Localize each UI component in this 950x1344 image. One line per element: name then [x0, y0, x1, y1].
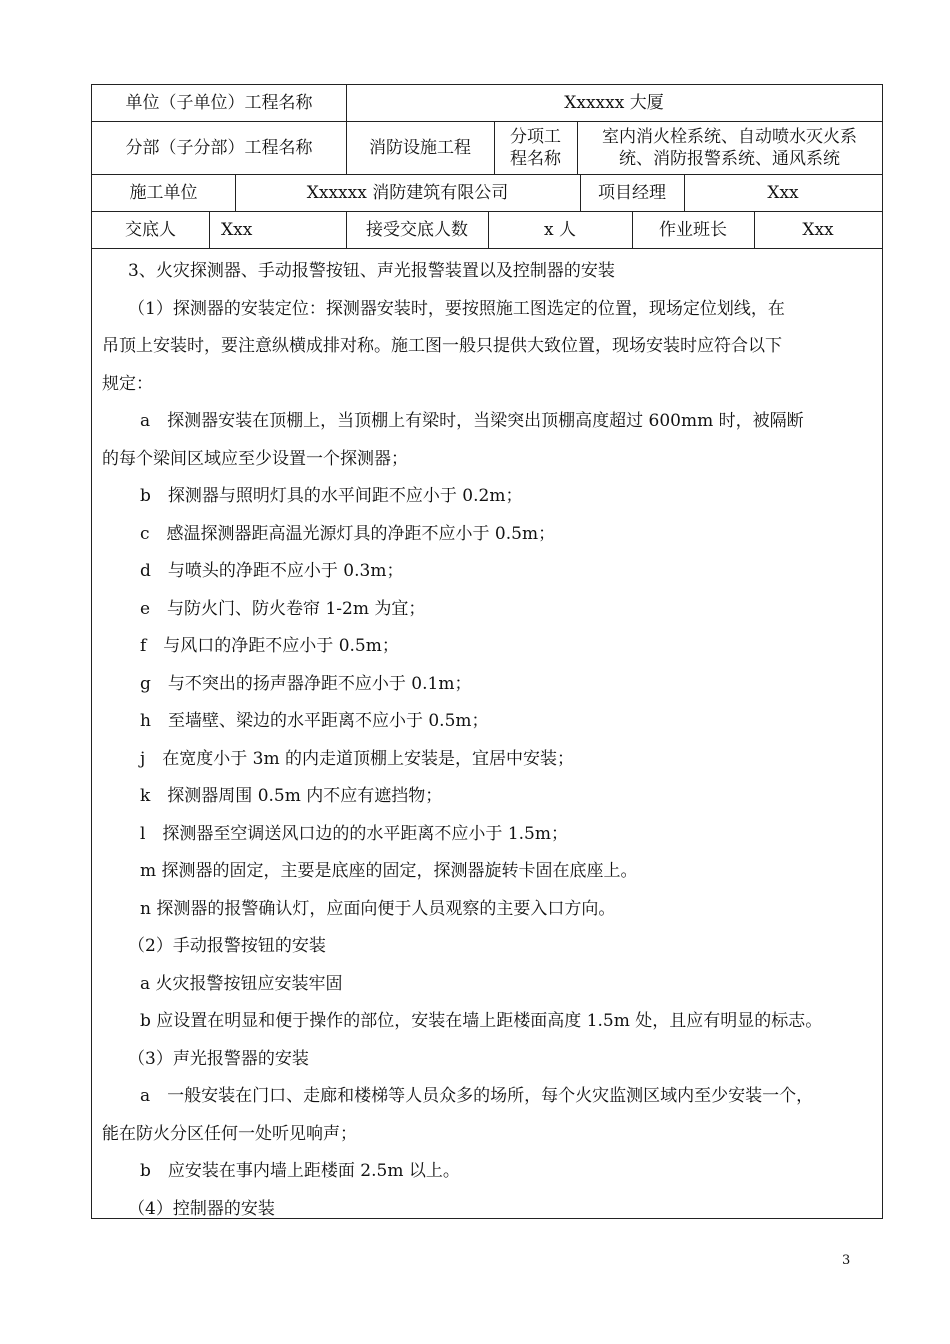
- subitem-label-line: 程名称: [510, 148, 561, 169]
- list-item: 能在防火分区任何一处听见响声；: [102, 1123, 357, 1144]
- list-item: n 探测器的报警确认灯，应面向便于人员观察的主要入口方向。: [140, 898, 616, 919]
- list-item: d 与喷头的净距不应小于 0.3m；: [140, 561, 404, 581]
- receivers-count-value: x 人: [544, 219, 576, 240]
- subitem-label-line: 分项工: [510, 126, 561, 147]
- disclosure-record-table: [91, 84, 883, 1219]
- paragraph-line: （1）探测器的安装定位：探测器安装时，要按照施工图选定的位置，现场定位划线，在: [128, 298, 785, 319]
- list-item: k 探测器周围 0.5m 内不应有遮挡物；: [140, 786, 443, 806]
- foreman-label: 作业班长: [659, 219, 727, 240]
- disclosure-content: [102, 253, 874, 1228]
- list-item: l 探测器至空调送风口边的的水平距离不应小于 1.5m；: [140, 823, 568, 844]
- subsection-title: （2）手动报警按钮的安装: [128, 936, 326, 956]
- receivers-count-label: 接受交底人数: [366, 219, 468, 240]
- list-item: f 与风口的净距不应小于 0.5m；: [140, 636, 399, 656]
- list-item: h 至墙壁、梁边的水平距离不应小于 0.5m；: [140, 711, 489, 731]
- paragraph-line: 规定：: [102, 373, 153, 394]
- page-number: 3: [842, 1253, 851, 1268]
- unit-project-label: 单位（子单位）工程名称: [125, 93, 313, 113]
- list-item: a 探测器安装在顶棚上，当顶棚上有梁时，当梁突出顶棚高度超过 600mm 时，被隔断: [140, 411, 804, 431]
- subsection-title: （4）控制器的安装: [128, 1198, 275, 1219]
- list-item: a 火灾报警按钮应安装牢固: [140, 973, 343, 994]
- list-item: 的每个梁间区域应至少设置一个探测器；: [102, 448, 408, 469]
- list-item: m 探测器的固定，主要是底座的固定，探测器旋转卡固在底座上。: [140, 861, 638, 881]
- contractor-label: 施工单位: [129, 182, 198, 203]
- subitem-label: [494, 121, 577, 174]
- unit-project-value: Xxxxxx 大厦: [564, 93, 664, 113]
- list-item: g 与不突出的扬声器净距不应小于 0.1m；: [140, 673, 472, 694]
- row-divider: [92, 248, 882, 249]
- project-manager-value: Xxx: [767, 182, 799, 203]
- list-item: b 应设置在明显和便于操作的部位，安装在墙上距楼面高度 1.5m 处，且应有明显的标志。: [140, 1011, 823, 1031]
- division-project-value: 消防设施工程: [369, 137, 471, 158]
- subsection-title: （3）声光报警器的安装: [128, 1048, 309, 1069]
- list-item: j 在宽度小于 3m 的内走道顶棚上安装是，宜居中安装；: [140, 748, 575, 769]
- division-project-label: 分部（子分部）工程名称: [125, 137, 313, 158]
- list-item: c 感温探测器距高温光源灯具的净距不应小于 0.5m；: [140, 523, 556, 544]
- subitem-value-line: 室内消火栓系统、自动喷水灭火系: [602, 126, 857, 147]
- contractor-value: Xxxxxx 消防建筑有限公司: [306, 182, 509, 203]
- subitem-value: [577, 121, 882, 174]
- discloser-value: Xxx: [221, 219, 253, 240]
- list-item: b 应安装在事内墙上距楼面 2.5m 以上。: [140, 1161, 460, 1181]
- section-title: 3、火灾探测器、手动报警按钮、声光报警装置以及控制器的安装: [128, 261, 615, 281]
- foreman-value: Xxx: [802, 219, 834, 240]
- project-manager-label: 项目经理: [598, 182, 666, 203]
- paragraph-line: 吊顶上安装时，要注意纵横成排对称。施工图一般只提供大致位置，现场安装时应符合以下: [102, 336, 782, 356]
- list-item: b 探测器与照明灯具的水平间距不应小于 0.2m；: [140, 486, 523, 506]
- list-item: e 与防火门、防火卷帘 1-2m 为宜；: [140, 598, 426, 619]
- list-item: a 一般安装在门口、走廊和楼梯等人员众多的场所，每个火灾监测区域内至少安装一个，: [140, 1086, 814, 1106]
- discloser-label: 交底人: [125, 219, 176, 240]
- subitem-value-line: 统、消防报警系统、通风系统: [619, 148, 840, 169]
